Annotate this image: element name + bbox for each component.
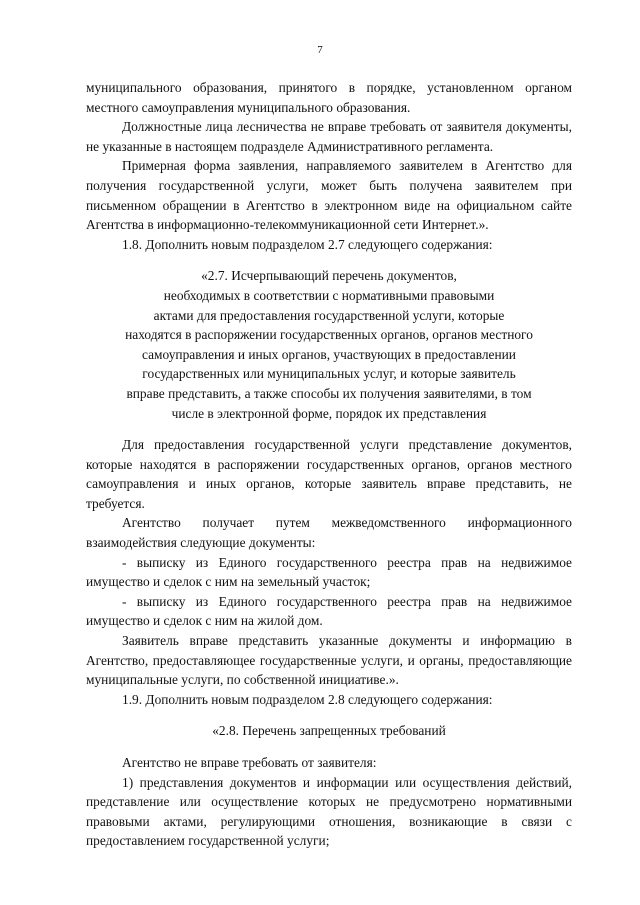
list-item: 1) представления документов и информации или осуществления действий, представление или осуществление которых не предусмотрено нормативными правовыми актами, регулирующими отношения, возникающие в связи с предоставлением государственной услуги; <box>86 774 572 849</box>
heading-line: государственных или муниципальных услуг, и которые заявитель <box>142 366 516 382</box>
paragraph: Примерная форма заявления, направляемого заявителем в Агентство для получения государственной услуги, может быть получена заявителем при письменном обращении в Агентство в электронном виде на официальном сайте Агентства в информационно-телекоммуникационной сети Интернет.». <box>86 158 572 233</box>
heading-line: находятся в распоряжении государственных органов, органов местного <box>125 327 533 343</box>
paragraph: Агентство получает путем межведомственного информационного взаимодействия следующие документы: <box>86 515 572 551</box>
list-item: - выписку из Единого государственного реестра прав на недвижимое имущество и сделок с ним на земельный участок; <box>86 554 572 590</box>
amendment-1-9: 1.9. Дополнить новым подразделом 2.8 следующего содержания: <box>122 691 493 707</box>
heading-line: числе в электронной форме, порядок их представления <box>171 405 487 421</box>
heading-line: «2.8. Перечень запрещенных требований <box>212 723 446 739</box>
heading-line: самоуправления и иных органов, участвующих в предоставлении <box>142 346 516 362</box>
paragraph: Заявитель вправе представить указанные документы и информацию в Агентство, предоставляющее государственные услуги, и органы, предоставляющие муниципальные услуги, по собственной инициативе.». <box>86 633 572 688</box>
amendment-1-8: 1.8. Дополнить новым подразделом 2.7 следующего содержания: <box>122 236 493 252</box>
paragraph: Агентство не вправе требовать от заявителя: <box>122 755 377 770</box>
section-heading-2-7 <box>86 266 572 423</box>
section-heading-2-8 <box>86 721 572 741</box>
heading-line: «2.7. Исчерпывающий перечень документов, <box>201 268 457 284</box>
heading-line: необходимых в соответствии с нормативными правовыми <box>163 287 495 303</box>
paragraph: муниципального образования, принятого в порядке, установленном органом местного самоуправления муниципального образования. <box>86 80 572 115</box>
paragraph: Должностные лица лесничества не вправе требовать от заявителя документы, не указанные в настоящем подразделе Административного регламента. <box>86 119 572 154</box>
paragraph: Для предоставления государственной услуги представление документов, которые находятся в распоряжении государственных органов, органов местного самоуправления и иных органов, которые заявитель вправе представить, не требуется. <box>86 437 572 511</box>
heading-line: актами для предоставления государственной услуги, которые <box>153 307 505 323</box>
heading-line: вправе представить, а также способы их получения заявителями, в том <box>126 385 532 401</box>
page-number: 7 <box>317 44 323 56</box>
list-item: - выписку из Единого государственного реестра прав на недвижимое имущество и сделок с ним на жилой дом. <box>86 593 572 629</box>
document-body <box>86 78 572 851</box>
